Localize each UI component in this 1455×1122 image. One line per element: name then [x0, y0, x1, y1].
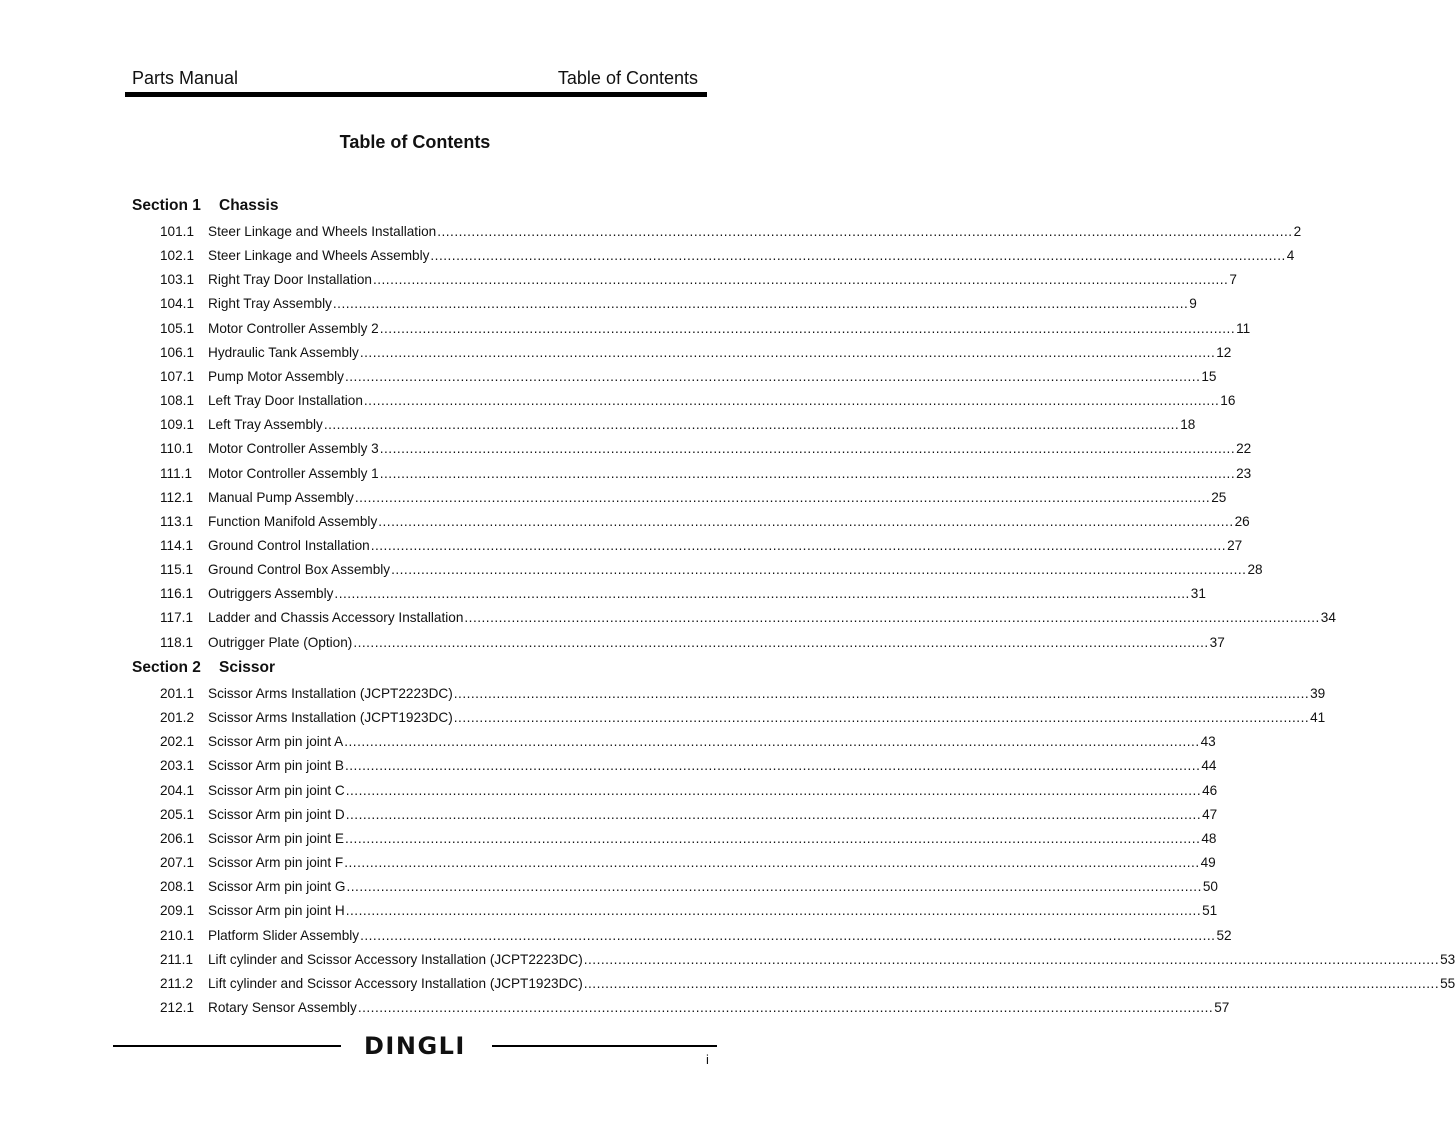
dot-leader: ........................................................................................................................................................................................................ [583, 975, 1440, 991]
toc-entry[interactable] [160, 806, 1218, 822]
toc-entry[interactable] [160, 830, 1217, 846]
toc-entry[interactable] [160, 465, 1252, 481]
entry-page-number: 51 [1202, 903, 1218, 919]
entry-title: Scissor Arm pin joint A [208, 734, 344, 750]
toc-entry[interactable] [160, 927, 1232, 943]
entry-page-number: 31 [1190, 586, 1206, 602]
dingli-logo: DINGLI [364, 1032, 466, 1060]
entry-page-number: 7 [1229, 272, 1237, 288]
dot-leader: ........................................................................................................................................................................................................ [359, 344, 1216, 360]
entry-title: Function Manifold Assembly [208, 513, 378, 529]
entry-number: 118.1 [160, 634, 194, 650]
entry-page-number: 49 [1200, 855, 1216, 871]
entry-number: 101.1 [160, 224, 195, 239]
entry-title: Scissor Arm pin joint C [208, 782, 345, 798]
dot-leader: ........................................................................................................................................................................................................ [379, 465, 1236, 481]
page-number: i [706, 1052, 709, 1067]
entry-number: 107.1 [160, 368, 195, 384]
entry-page-number: 39 [1310, 686, 1326, 701]
dot-leader: ........................................................................................................................................................................................................ [353, 634, 1209, 650]
entry-title: Hydraulic Tank Assembly [208, 344, 359, 360]
dot-leader: ........................................................................................................................................................................................................ [379, 441, 1236, 457]
dot-leader: ........................................................................................................................................................................................................ [453, 710, 1310, 726]
toc-entry[interactable] [160, 537, 1243, 553]
entry-page-number: 41 [1310, 710, 1326, 726]
dot-leader: ........................................................................................................................................................................................................ [345, 782, 1202, 798]
dot-leader: ........................................................................................................................................................................................................ [583, 951, 1440, 967]
toc-entry[interactable] [160, 320, 1251, 336]
entry-title: Manual Pump Assembly [208, 489, 354, 505]
dot-leader: ........................................................................................................................................................................................................ [334, 586, 1190, 602]
entry-number: 102.1 [160, 248, 195, 264]
toc-entry[interactable] [160, 734, 1216, 750]
section-name: Scissor [219, 659, 276, 676]
entry-page-number: 4 [1286, 248, 1295, 264]
header-manual-title: Parts Manual [132, 68, 239, 88]
entry-number: 204.1 [160, 782, 195, 798]
section-number: Section 1 [132, 197, 201, 214]
entry-number: 212.1 [160, 999, 195, 1015]
entry-page-number: 50 [1202, 879, 1218, 895]
header-section-title: Table of Contents [557, 68, 698, 88]
entry-number: 210.1 [160, 927, 195, 943]
entry-title: Platform Slider Assembly [208, 927, 360, 943]
dot-leader: ........................................................................................................................................................................................................ [323, 417, 1180, 433]
entry-number: 207.1 [160, 855, 195, 871]
dot-leader: ........................................................................................................................................................................................................ [379, 320, 1236, 336]
entry-title: Scissor Arm pin joint H [208, 903, 345, 919]
dot-leader: ........................................................................................................................................................................................................ [360, 927, 1216, 943]
entry-number: 208.1 [160, 879, 195, 895]
dot-leader: ........................................................................................................................................................................................................ [372, 272, 1229, 288]
entry-title: Motor Controller Assembly 1 [208, 465, 379, 481]
entry-number: 108.1 [160, 393, 195, 409]
entry-title: Scissor Arm pin joint B [208, 758, 344, 774]
entry-page-number: 22 [1236, 441, 1252, 457]
entry-number: 111.1 [160, 465, 192, 481]
dot-leader: ........................................................................................................................................................................................................ [453, 686, 1310, 701]
toc-entry[interactable] [160, 513, 1250, 529]
dot-leader: ........................................................................................................................................................................................................ [345, 903, 1202, 919]
dot-leader: ........................................................................................................................................................................................................ [346, 879, 1202, 895]
entry-title: Scissor Arm pin joint G [208, 879, 346, 895]
toc-entry[interactable] [160, 224, 1302, 239]
entry-title: Right Tray Assembly [208, 296, 332, 312]
entry-number: 113.1 [160, 513, 194, 529]
section-heading [132, 197, 278, 215]
toc-entry[interactable] [160, 686, 1326, 701]
section-number: Section 2 [132, 659, 201, 676]
entry-number: 117.1 [160, 610, 194, 626]
entry-title: Steer Linkage and Wheels Installation [208, 224, 437, 239]
toc-entry[interactable] [160, 855, 1216, 871]
footer-rule-right [492, 1045, 717, 1047]
toc-entry[interactable] [160, 368, 1217, 384]
entry-number: 103.1 [160, 272, 195, 288]
entry-title: Ground Control Installation [208, 537, 370, 553]
entry-title: Scissor Arm pin joint F [208, 855, 344, 871]
entry-title: Rotary Sensor Assembly [208, 999, 357, 1015]
toc-entry[interactable] [160, 441, 1252, 457]
entry-number: 201.1 [160, 686, 195, 701]
dot-leader: ........................................................................................................................................................................................................ [363, 393, 1220, 409]
entry-page-number: 2 [1293, 224, 1302, 239]
entry-page-number: 46 [1202, 782, 1218, 798]
toc-entry[interactable] [160, 610, 1336, 626]
entry-page-number: 23 [1236, 465, 1252, 481]
entry-page-number: 25 [1211, 489, 1227, 505]
toc-entry[interactable] [160, 586, 1206, 602]
dot-leader: ........................................................................................................................................................................................................ [332, 296, 1189, 312]
entry-title: Ladder and Chassis Accessory Installation [208, 610, 464, 626]
entry-page-number: 53 [1440, 951, 1455, 967]
entry-page-number: 12 [1216, 344, 1232, 360]
toc-entry[interactable] [160, 562, 1263, 578]
entry-number: 201.2 [160, 710, 195, 726]
dot-leader: ........................................................................................................................................................................................................ [357, 999, 1214, 1015]
entry-page-number: 34 [1320, 610, 1336, 626]
entry-title: Lift cylinder and Scissor Accessory Installation (JCPT2223DC) [208, 951, 583, 967]
entry-page-number: 27 [1227, 537, 1243, 553]
entry-page-number: 44 [1201, 758, 1217, 774]
entry-title: Outriggers Assembly [208, 586, 334, 602]
entry-number: 211.2 [160, 975, 194, 991]
entry-title: Left Tray Door Installation [208, 393, 363, 409]
toc-entry[interactable] [160, 634, 1225, 650]
dot-leader: ........................................................................................................................................................................................................ [464, 610, 1320, 626]
entry-title: Pump Motor Assembly [208, 368, 344, 384]
entry-page-number: 16 [1220, 393, 1236, 409]
entry-title: Scissor Arms Installation (JCPT1923DC) [208, 710, 453, 726]
entry-page-number: 26 [1234, 513, 1250, 529]
entry-number: 112.1 [160, 489, 194, 505]
dot-leader: ........................................................................................................................................................................................................ [344, 855, 1200, 871]
entry-page-number: 9 [1189, 296, 1197, 312]
page-title: Table of Contents [339, 132, 491, 152]
dot-leader: ........................................................................................................................................................................................................ [345, 806, 1202, 822]
entry-page-number: 28 [1247, 562, 1263, 578]
entry-number: 105.1 [160, 320, 195, 336]
toc-entry[interactable] [160, 393, 1236, 409]
dot-leader: ........................................................................................................................................................................................................ [437, 224, 1293, 239]
entry-page-number: 11 [1236, 320, 1251, 336]
dot-leader: ........................................................................................................................................................................................................ [344, 734, 1200, 750]
toc-entry[interactable] [160, 272, 1237, 288]
entry-page-number: 15 [1201, 368, 1217, 384]
entry-title: Lift cylinder and Scissor Accessory Installation (JCPT1923DC) [208, 975, 583, 991]
entry-number: 116.1 [160, 586, 194, 602]
toc-entry[interactable] [160, 951, 1455, 967]
entry-title: Outrigger Plate (Option) [208, 634, 353, 650]
entry-page-number: 43 [1200, 734, 1216, 750]
entry-number: 115.1 [160, 562, 194, 578]
entry-number: 209.1 [160, 903, 195, 919]
entry-title: Scissor Arm pin joint E [208, 830, 344, 846]
entry-title: Scissor Arm pin joint D [208, 806, 345, 822]
dot-leader: ........................................................................................................................................................................................................ [344, 758, 1201, 774]
dot-leader: ........................................................................................................................................................................................................ [430, 248, 1286, 264]
entry-number: 109.1 [160, 417, 195, 433]
entry-title: Steer Linkage and Wheels Assembly [208, 248, 430, 264]
toc-entry[interactable] [160, 879, 1218, 895]
entry-page-number: 37 [1209, 634, 1225, 650]
section-heading [132, 659, 275, 677]
toc-entry[interactable] [160, 296, 1197, 312]
entry-number: 206.1 [160, 830, 195, 846]
dot-leader: ........................................................................................................................................................................................................ [344, 830, 1201, 846]
toc-entry[interactable] [160, 999, 1230, 1015]
toc-entry[interactable] [160, 248, 1295, 264]
header-rule [125, 92, 707, 97]
toc-entry[interactable] [160, 975, 1455, 991]
entry-page-number: 48 [1201, 830, 1217, 846]
entry-number: 114.1 [160, 537, 194, 553]
entry-page-number: 57 [1214, 999, 1230, 1015]
dot-leader: ........................................................................................................................................................................................................ [354, 489, 1211, 505]
entry-page-number: 47 [1202, 806, 1218, 822]
entry-page-number: 18 [1180, 417, 1196, 433]
entry-title: Scissor Arms Installation (JCPT2223DC) [208, 686, 453, 701]
entry-title: Right Tray Door Installation [208, 272, 372, 288]
toc-entry[interactable] [160, 344, 1232, 360]
toc-entry[interactable] [160, 417, 1196, 433]
toc-entry[interactable] [160, 903, 1218, 919]
entry-number: 104.1 [160, 296, 195, 312]
entry-number: 211.1 [160, 951, 194, 967]
entry-page-number: 55 [1440, 975, 1455, 991]
toc-entry[interactable] [160, 758, 1217, 774]
toc-entry[interactable] [160, 710, 1326, 726]
entry-page-number: 52 [1216, 927, 1232, 943]
dot-leader: ........................................................................................................................................................................................................ [344, 368, 1201, 384]
entry-title: Motor Controller Assembly 2 [208, 320, 379, 336]
dot-leader: ........................................................................................................................................................................................................ [391, 562, 1247, 578]
toc-entry[interactable] [160, 782, 1218, 798]
dot-leader: ........................................................................................................................................................................................................ [370, 537, 1227, 553]
entry-number: 202.1 [160, 734, 195, 750]
entry-title: Left Tray Assembly [208, 417, 323, 433]
dot-leader: ........................................................................................................................................................................................................ [378, 513, 1234, 529]
section-name: Chassis [219, 197, 279, 214]
entry-number: 110.1 [160, 441, 194, 457]
entry-number: 203.1 [160, 758, 195, 774]
toc-entry[interactable] [160, 489, 1227, 505]
entry-number: 106.1 [160, 344, 195, 360]
entry-title: Ground Control Box Assembly [208, 562, 391, 578]
entry-title: Motor Controller Assembly 3 [208, 441, 379, 457]
entry-number: 205.1 [160, 806, 195, 822]
footer-rule-left [113, 1045, 341, 1047]
